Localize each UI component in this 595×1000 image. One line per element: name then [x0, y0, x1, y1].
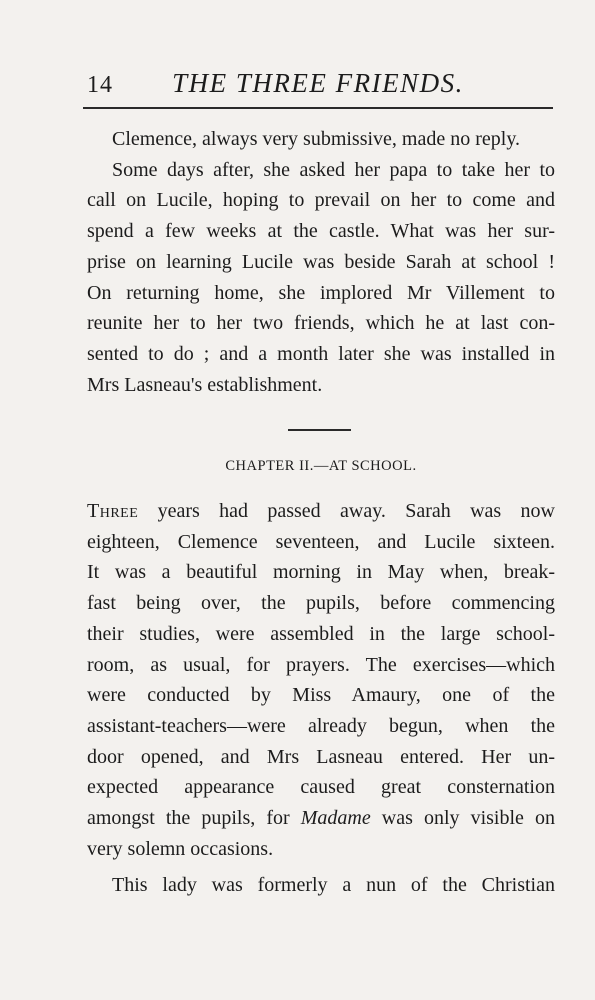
text-line: Some days after, she asked her papa to take her to	[112, 158, 555, 181]
page-number: 14	[87, 72, 113, 98]
text-line: were conducted by Miss Amaury, one of the	[87, 684, 555, 707]
text-line: call on Lucile, hoping to prevail on her to come and	[87, 189, 555, 212]
text-line	[87, 496, 555, 527]
text-line: reunite her to her two friends, which he at last con-	[87, 312, 555, 335]
text-line: their studies, were assembled in the large school-	[87, 622, 555, 645]
text-fragment: amongst the pupils, for	[87, 807, 301, 830]
paragraph	[87, 155, 555, 401]
text-line: This lady was formerly a nun of the Christian	[112, 874, 555, 897]
text-line: room, as usual, for prayers. The exercises—which	[87, 653, 555, 676]
text-line: expected appearance caused great consternation	[87, 776, 555, 799]
paragraph	[87, 124, 555, 155]
opening-word: Three	[87, 500, 139, 522]
running-head	[83, 64, 553, 104]
text-line: prise on learning Lucile was beside Sarah at school !	[87, 250, 555, 273]
text-fragment: was only visible on	[370, 807, 555, 830]
section-2-text	[87, 496, 555, 901]
section-divider	[288, 429, 351, 431]
italic-word: Madame	[300, 807, 371, 830]
text-line: It was a beautiful morning in May when, break-	[87, 561, 555, 584]
header-rule	[83, 107, 553, 109]
paragraph	[87, 870, 555, 901]
text-line: fast being over, the pupils, before commencing	[87, 592, 555, 615]
text-line: On returning home, she implored Mr Villement to	[87, 281, 555, 304]
text-line: Clemence, always very submissive, made no reply.	[112, 128, 521, 150]
text-line: eighteen, Clemence seventeen, and Lucile sixteen.	[87, 530, 555, 553]
text-fragment: years had passed away. Sarah was now	[138, 500, 555, 522]
running-title: THE THREE FRIENDS.	[172, 68, 464, 98]
text-line: very solemn occasions.	[87, 837, 274, 860]
text-line: Mrs Lasneau's establishment.	[87, 373, 323, 396]
section-1-text	[87, 124, 555, 400]
text-line	[87, 803, 555, 834]
text-line: spend a few weeks at the castle. What was her sur-	[87, 220, 555, 243]
chapter-heading: CHAPTER II.—AT SCHOOL.	[225, 458, 417, 474]
paragraph	[87, 496, 555, 864]
text-line: assistant-teachers—were already begun, when the	[87, 714, 555, 737]
text-line: door opened, and Mrs Lasneau entered. Her un-	[87, 745, 555, 768]
text-line: sented to do ; and a month later she was installed in	[87, 342, 555, 365]
